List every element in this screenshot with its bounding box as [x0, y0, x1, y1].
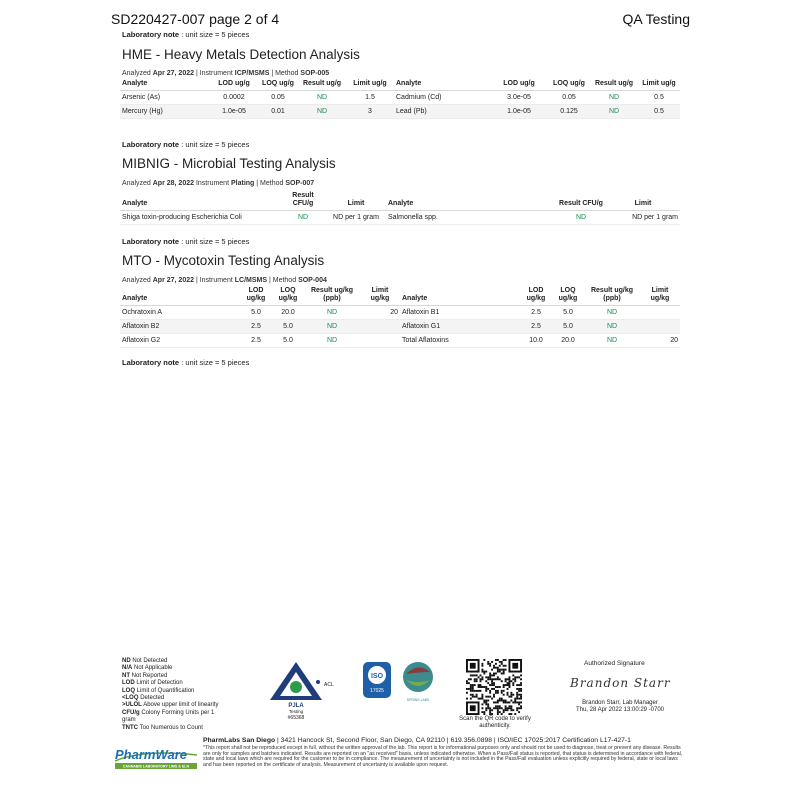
pjla-accreditation-logo	[268, 660, 344, 720]
legend-meaning: Not Applicable	[134, 665, 173, 672]
lab-note-text: : unit size = 5 pieces	[181, 358, 250, 367]
hme-table	[120, 80, 680, 119]
mto-title: MTO - Mycotoxin Testing Analysis	[122, 253, 325, 268]
method-value: SOP-007	[285, 180, 315, 187]
column-header: LOD ug/kg	[240, 287, 272, 306]
table-row	[120, 334, 680, 348]
table-cell: ND	[304, 334, 360, 348]
pjla-number: #65368	[287, 715, 305, 720]
table-cell	[640, 306, 680, 320]
table-cell: 1.0e-05	[210, 105, 258, 119]
legend-entry	[122, 725, 242, 732]
pjla-globe-icon	[290, 681, 302, 693]
column-header: Analyte	[120, 192, 280, 211]
signer-block	[570, 700, 670, 714]
table-cell: ND	[298, 105, 346, 119]
mibnig-analyzed-line	[122, 180, 314, 187]
legend-entry	[122, 717, 242, 724]
table-cell: ND	[304, 320, 360, 334]
analyzed-label: Analyzed	[122, 70, 151, 77]
lab-note	[122, 237, 249, 246]
legend-meaning: Too Numerous to Count	[139, 724, 203, 731]
legend-entry	[122, 702, 242, 709]
lab-note	[122, 140, 249, 149]
table-cell: 1.5	[346, 91, 394, 105]
pharmware-wordmark: PharmWare	[115, 747, 188, 762]
leaf-emblem-icon	[403, 662, 433, 692]
legend-meaning: Not Detected	[132, 658, 168, 664]
column-header: Limit ug/kg	[360, 287, 400, 306]
table-cell: ND per 1 gram	[326, 211, 386, 225]
table-cell	[360, 320, 400, 334]
table-cell: ND	[590, 91, 638, 105]
table-cell: Shiga toxin-producing Escherichia Coli	[120, 211, 280, 225]
column-header: Result ug/g	[590, 80, 638, 91]
leaf-logo-text: SPRING LABS	[406, 698, 430, 702]
legend-abbr: N/A	[122, 665, 133, 672]
legend-entry	[122, 710, 242, 717]
column-header: LOD ug/g	[490, 80, 548, 91]
table-cell: Cadmium (Cd)	[394, 91, 490, 105]
legend-meaning: Detected	[140, 695, 165, 702]
signer-name: Brandon Starr, Lab Manager	[582, 700, 658, 706]
lab-note-text: : unit size = 5 pieces	[181, 237, 250, 246]
column-header: LOD ug/kg	[520, 287, 552, 306]
column-header: Analyte	[386, 192, 556, 211]
table-cell: 20.0	[272, 306, 304, 320]
table-cell: 0.5	[638, 105, 680, 119]
iso-text: ISO	[370, 673, 384, 680]
lab-note-text: : unit size = 5 pieces	[181, 140, 250, 149]
column-header: Analyte	[120, 80, 210, 91]
mto-table	[120, 287, 680, 348]
column-header: Result CFU/g	[556, 192, 606, 211]
legend-entry	[122, 658, 242, 665]
table-cell: ND	[584, 306, 640, 320]
table-cell: 3.0e-05	[490, 91, 548, 105]
column-header: LOQ ug/g	[548, 80, 590, 91]
method-label: | Method	[271, 70, 299, 77]
table-row	[120, 211, 680, 225]
instrument-label: | Instrument	[195, 277, 233, 284]
table-cell: 20	[640, 334, 680, 348]
pjla-acc-text: ACL	[324, 682, 334, 688]
table-cell: ND	[304, 306, 360, 320]
table-cell: 2.5	[520, 320, 552, 334]
table-cell: 5.0	[552, 306, 584, 320]
method-label: | Method	[268, 277, 297, 284]
verification-qr-code[interactable]	[466, 659, 522, 715]
hme-analyzed-line	[122, 70, 329, 77]
table-cell: Salmonella spp.	[386, 211, 556, 225]
table-cell: 0.5	[638, 91, 680, 105]
abbreviation-legend	[122, 658, 242, 732]
instrument-value: Plating	[230, 180, 255, 187]
column-header: Limit	[606, 192, 680, 211]
lab-address-line	[203, 737, 631, 744]
table-cell: Arsenic (As)	[120, 91, 210, 105]
lab-note-label: Laboratory note	[122, 140, 180, 149]
handwritten-signature: Brandon Starr	[570, 676, 671, 690]
analyzed-label: Analyzed	[122, 180, 151, 187]
legend-meaning: Limit of Detection	[136, 680, 183, 687]
legend-abbr: LOQ	[122, 687, 135, 694]
method-value: SOP-005	[300, 70, 330, 77]
table-cell: 5.0	[272, 320, 304, 334]
table-cell: Mercury (Hg)	[120, 105, 210, 119]
pharmware-logo	[113, 741, 199, 771]
legend-entry	[122, 665, 242, 672]
pharmware-tagline: CANNABIS LABORATORY LIMS & ELN	[122, 764, 190, 769]
table-cell: Aflatoxin B1	[400, 306, 520, 320]
column-header: Limit ug/g	[346, 80, 394, 91]
table-cell	[640, 320, 680, 334]
analyzed-date: Apr 27, 2022	[152, 277, 194, 284]
mibnig-title: MIBNIG - Microbial Testing Analysis	[122, 156, 336, 171]
disclaimer-text: *This report shall not be reproduced except in full, without the written approval of the lab. This report is for informational purposes only and should not be used to diagnose, treat or prevent any disease. Results are only for samples and batches indicated. Results are reported on an "as received" basis, unless indicated otherwise. When a Pass/Fail status is reported, that status is determined in accordance with federal, state and local laws which are required for the customer to be in compliance. The measurement of uncertainty is not included in the Pass/Fail evaluation unless explicitly required by federal, state or local laws and has been reported on the certificate of analysis. Measurement of uncertainty is available upon request.	[203, 745, 683, 769]
legend-abbr: ND	[122, 658, 131, 664]
table-cell: ND	[280, 211, 326, 225]
iso-logo	[362, 661, 392, 699]
column-header: LOQ ug/kg	[272, 287, 304, 306]
table-cell: 1.0e-05	[490, 105, 548, 119]
table-cell: 2.5	[240, 320, 272, 334]
instrument-label: Instrument	[195, 180, 230, 187]
legend-abbr: CFU/g	[122, 709, 140, 716]
pjla-text: PJLA	[288, 703, 304, 709]
report-category: QA Testing	[622, 11, 690, 27]
table-cell: 0.01	[258, 105, 298, 119]
legend-abbr: LOD	[122, 680, 135, 687]
table-row	[120, 91, 680, 105]
column-header: Analyte	[394, 80, 490, 91]
legend-abbr: NT	[122, 672, 130, 679]
table-row	[120, 306, 680, 320]
table-cell: 2.5	[520, 306, 552, 320]
table-cell: Ochratoxin A	[120, 306, 240, 320]
method-label: | Method	[256, 180, 284, 187]
lab-note-label: Laboratory note	[122, 30, 180, 39]
column-header: Result ug/kg (ppb)	[304, 287, 360, 306]
table-cell: 20	[360, 306, 400, 320]
column-header: Analyte	[120, 287, 240, 306]
lab-note-label: Laboratory note	[122, 358, 180, 367]
instrument-label: | Instrument	[195, 70, 233, 77]
column-header: Result CFU/g	[280, 192, 326, 211]
instrument-value: LC/MSMS	[234, 277, 268, 284]
mto-analyzed-line	[122, 277, 327, 284]
table-cell: 0.05	[548, 91, 590, 105]
table-cell: ND	[298, 91, 346, 105]
table-cell: 5.0	[272, 334, 304, 348]
iso-number: 17025	[370, 688, 384, 694]
lab-note	[122, 358, 249, 367]
table-cell: 20.0	[552, 334, 584, 348]
table-cell: 0.125	[548, 105, 590, 119]
column-header: Result ug/kg (ppb)	[584, 287, 640, 306]
legend-meaning: Colony Forming Units per 1	[141, 709, 215, 716]
column-header: Result ug/g	[298, 80, 346, 91]
legend-meaning: Above upper limit of linearity	[143, 702, 219, 709]
analyzed-date: Apr 28, 2022	[152, 180, 194, 187]
legend-abbr: <LOQ	[122, 695, 139, 702]
column-header: LOD ug/g	[210, 80, 258, 91]
legend-entry	[122, 680, 242, 687]
table-cell: Aflatoxin G2	[120, 334, 240, 348]
column-header: Limit	[326, 192, 386, 211]
lab-address: | 3421 Hancock St, Second Floor, San Diego, CA 92110 | 619.356.0898 | ISO/IEC 17025:2017 Certification L17-427-1	[277, 737, 631, 744]
analyzed-label: Analyzed	[122, 277, 151, 284]
signer-date: Thu, 28 Apr 2022 13:00:29 -0700	[575, 707, 665, 714]
column-header: Limit ug/g	[638, 80, 680, 91]
analyzed-date: Apr 27, 2022	[152, 70, 194, 77]
table-cell: ND	[556, 211, 606, 225]
table-cell: Aflatoxin G1	[400, 320, 520, 334]
spring-labs-logo	[400, 660, 436, 704]
table-cell: 2.5	[240, 334, 272, 348]
column-header: LOQ ug/kg	[552, 287, 584, 306]
signature-label: Authorized Signature	[584, 660, 645, 667]
legend-entry	[122, 695, 242, 702]
table-cell: Total Aflatoxins	[400, 334, 520, 348]
table-cell	[360, 334, 400, 348]
legend-meaning: Limit of Quantification	[136, 687, 195, 694]
legend-entry	[122, 688, 242, 695]
pjla-sub-text: Testing	[288, 709, 304, 714]
table-row	[120, 320, 680, 334]
qr-caption: Scan the QR code to verify authenticity.	[459, 716, 531, 729]
mibnig-table	[120, 192, 680, 225]
table-cell: Lead (Pb)	[394, 105, 490, 119]
lab-note	[122, 30, 249, 39]
legend-abbr: TNTC	[122, 724, 138, 731]
legend-meaning: gram	[122, 717, 136, 724]
table-cell: ND	[584, 320, 640, 334]
table-cell: 0.05	[258, 91, 298, 105]
report-id: SD220427-007 page 2 of 4	[111, 11, 280, 27]
method-value: SOP-004	[298, 277, 327, 284]
legend-meaning: Not Reported	[131, 672, 168, 679]
table-cell: ND per 1 gram	[606, 211, 680, 225]
column-header: Analyte	[400, 287, 520, 306]
legend-entry	[122, 673, 242, 680]
lab-name: PharmLabs San Diego	[203, 737, 276, 744]
instrument-value: ICP/MSMS	[234, 70, 270, 77]
table-cell: 0.0002	[210, 91, 258, 105]
lab-note-text: : unit size = 5 pieces	[181, 30, 250, 39]
table-cell: 10.0	[520, 334, 552, 348]
column-header: LOQ ug/g	[258, 80, 298, 91]
hme-title: HME - Heavy Metals Detection Analysis	[122, 47, 360, 62]
table-cell: 5.0	[240, 306, 272, 320]
table-row	[120, 105, 680, 119]
table-cell: ND	[584, 334, 640, 348]
column-header: Limit ug/kg	[640, 287, 680, 306]
table-cell: 3	[346, 105, 394, 119]
table-cell: 5.0	[552, 320, 584, 334]
table-cell: ND	[590, 105, 638, 119]
lab-note-label: Laboratory note	[122, 237, 180, 246]
legend-abbr: >ULOL	[122, 702, 142, 709]
table-cell: Aflatoxin B2	[120, 320, 240, 334]
